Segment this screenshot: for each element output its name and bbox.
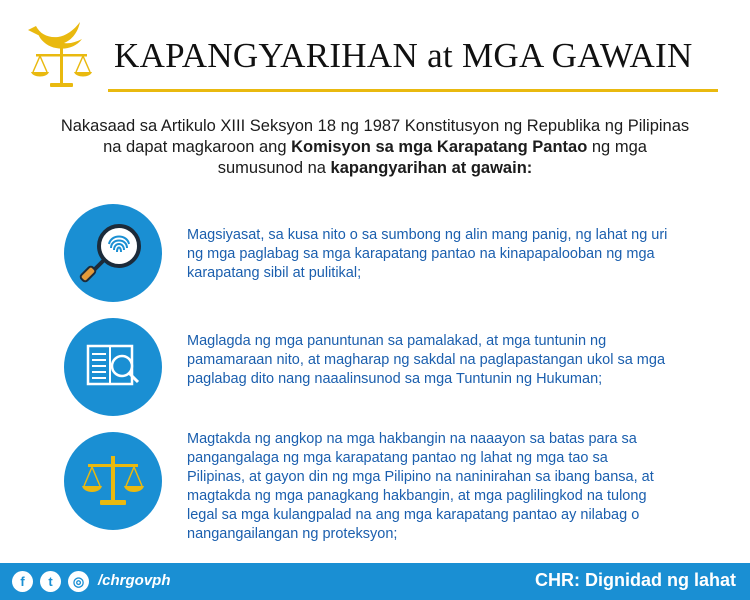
item-line: karapatang sibil at pulitikal;: [187, 265, 362, 281]
item-line: Magtakda ng angkop na mga hakbangin na naaayon sa batas para sa: [187, 431, 637, 447]
item-line: Maglagda ng mga panuntunan sa pamalakad, at mga tuntunin ng: [187, 333, 607, 349]
intro-text: na dapat magkaroon ang: [103, 138, 292, 156]
list-item: [187, 332, 677, 389]
item-line: Magsiyasat, sa kusa nito o sa sumbong ng alin mang panig, ng lahat ng uri: [187, 227, 668, 243]
chr-logo-icon: [22, 12, 102, 92]
intro-line-2: [30, 137, 720, 158]
page-title: KAPANGYARIHAN at MGA GAWAIN: [114, 36, 693, 75]
scales-icon: [64, 432, 162, 530]
list-item: [187, 430, 677, 544]
item-line: pamamaraan nito, at magharap ng sakdal na paglapastangan ukol sa mga: [187, 352, 666, 368]
title-divider: [108, 89, 718, 92]
book-search-icon: [64, 318, 162, 416]
intro-line-3: [30, 158, 720, 179]
magnifier-fingerprint-icon: [64, 204, 162, 302]
footer-bar: [0, 563, 750, 600]
item-line: Pilipinas, at gayon din ng mga Pilipino na naninirahan sa ibang bansa, at: [187, 469, 654, 485]
intro-text: ng mga: [587, 138, 647, 156]
twitter-icon[interactable]: t: [40, 571, 61, 592]
tagline: CHR: Dignidad ng lahat: [535, 570, 736, 590]
intro-text: sumusunod na: [217, 159, 331, 177]
item-line: ng mga paglabag sa mga karapatang pantao na kinapapalooban ng mga: [187, 246, 655, 262]
social-handle[interactable]: /chrgovph: [98, 572, 171, 589]
item-line: pangangalaga ng mga karapatang pantao ng lahat ng mga tao sa: [187, 450, 608, 466]
facebook-icon[interactable]: f: [12, 571, 33, 592]
intro-line-1: Nakasaad sa Artikulo XIII Seksyon 18 ng 1987 Konstitusyon ng Republika ng Pilipinas: [60, 117, 690, 135]
list-item: [187, 226, 677, 283]
commission-name: Komisyon sa mga Karapatang Pantao: [291, 138, 588, 156]
instagram-icon[interactable]: ◎: [68, 571, 89, 592]
intro-paragraph: [30, 116, 720, 179]
item-line: nangangailangan ng proteksyon;: [187, 526, 398, 542]
powers-label: kapangyarihan at gawain:: [330, 159, 533, 177]
item-line: legal sa mga kulangpalad na ang mga karapatang pantao ay nilabag o: [187, 507, 640, 523]
item-line: paglabag dito nang naaalinsunod sa mga Tuntunin ng Hukuman;: [187, 371, 603, 387]
item-line: magtakda ng mga panagkang hakbangin, at mga paglilingkod na tulong: [187, 488, 647, 504]
